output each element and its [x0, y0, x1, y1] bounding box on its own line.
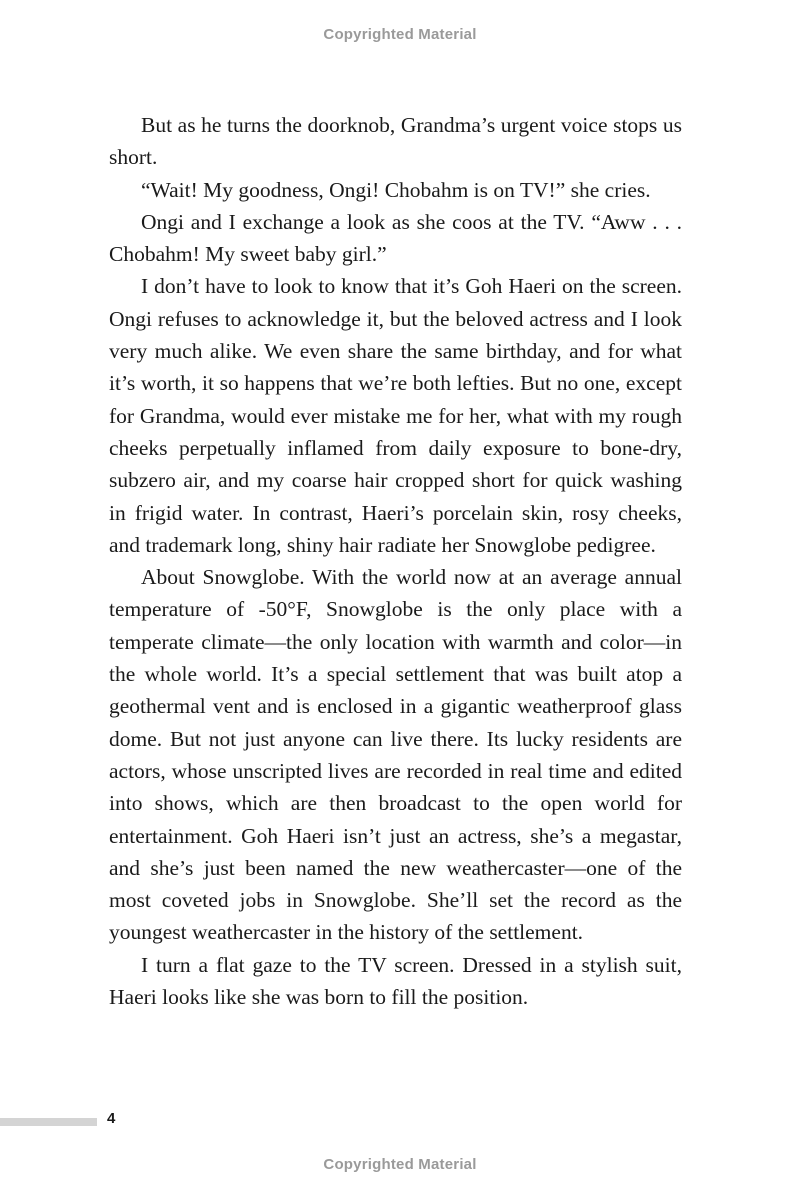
paragraph-3: Ongi and I exchange a look as she coos at the TV. “Aww . . . Chobahm! My sweet baby girl.”	[109, 209, 682, 267]
paragraph-2: “Wait! My goodness, Ongi! Chobahm is on TV!” she cries.	[141, 177, 651, 202]
paragraph-4: I don’t have to look to know that it’s Goh Haeri on the screen. Ongi refuses to acknowledge it, but the beloved actress and I look very much alike. We even share the same birthday, and for what it’s worth, it so happens that we’re both lefties. But no one, except for Grandma, would ever mistake me for her, what with my rough cheeks perpetually inflamed from daily exposure to bone-dry, subzero air, and my coarse hair cropped short for quick washing in frigid water. In contrast, Haeri’s porcelain skin, rosy cheeks, and trademark long, shiny hair radiate her Snowglobe pedigree.	[109, 274, 682, 557]
page-number: 4	[107, 1110, 116, 1127]
paragraph-5: About Snowglobe. With the world now at an average annual temperature of -50°F, Snowglobe is the only place with a temperate climate—the only location with warmth and color—in the whole world. It’s a special settlement that was built atop a geothermal vent and is enclosed in a gigantic weatherproof glass dome. But not just anyone can live there. Its lucky residents are actors, whose unscripted lives are recorded in real time and edited into shows, which are then broadcast to the open world for entertainment. Goh Haeri isn’t just an actress, she’s a megastar, and she’s just been named the new weathercaster—one of the most coveted jobs in Snowglobe. She’ll set the record as the youngest weathercaster in the history of the settlement.	[109, 565, 682, 945]
footer-decorative-bar	[0, 1118, 97, 1126]
paragraph-1: But as he turns the doorknob, Grandma’s urgent voice stops us short.	[109, 113, 682, 170]
copyright-watermark-top: Copyrighted Material	[323, 26, 477, 43]
page-body-text	[109, 109, 682, 1013]
copyright-watermark-bottom: Copyrighted Material	[323, 1156, 477, 1173]
paragraph-6: I turn a flat gaze to the TV screen. Dressed in a stylish suit, Haeri looks like she was born to fill the position.	[109, 952, 682, 1010]
